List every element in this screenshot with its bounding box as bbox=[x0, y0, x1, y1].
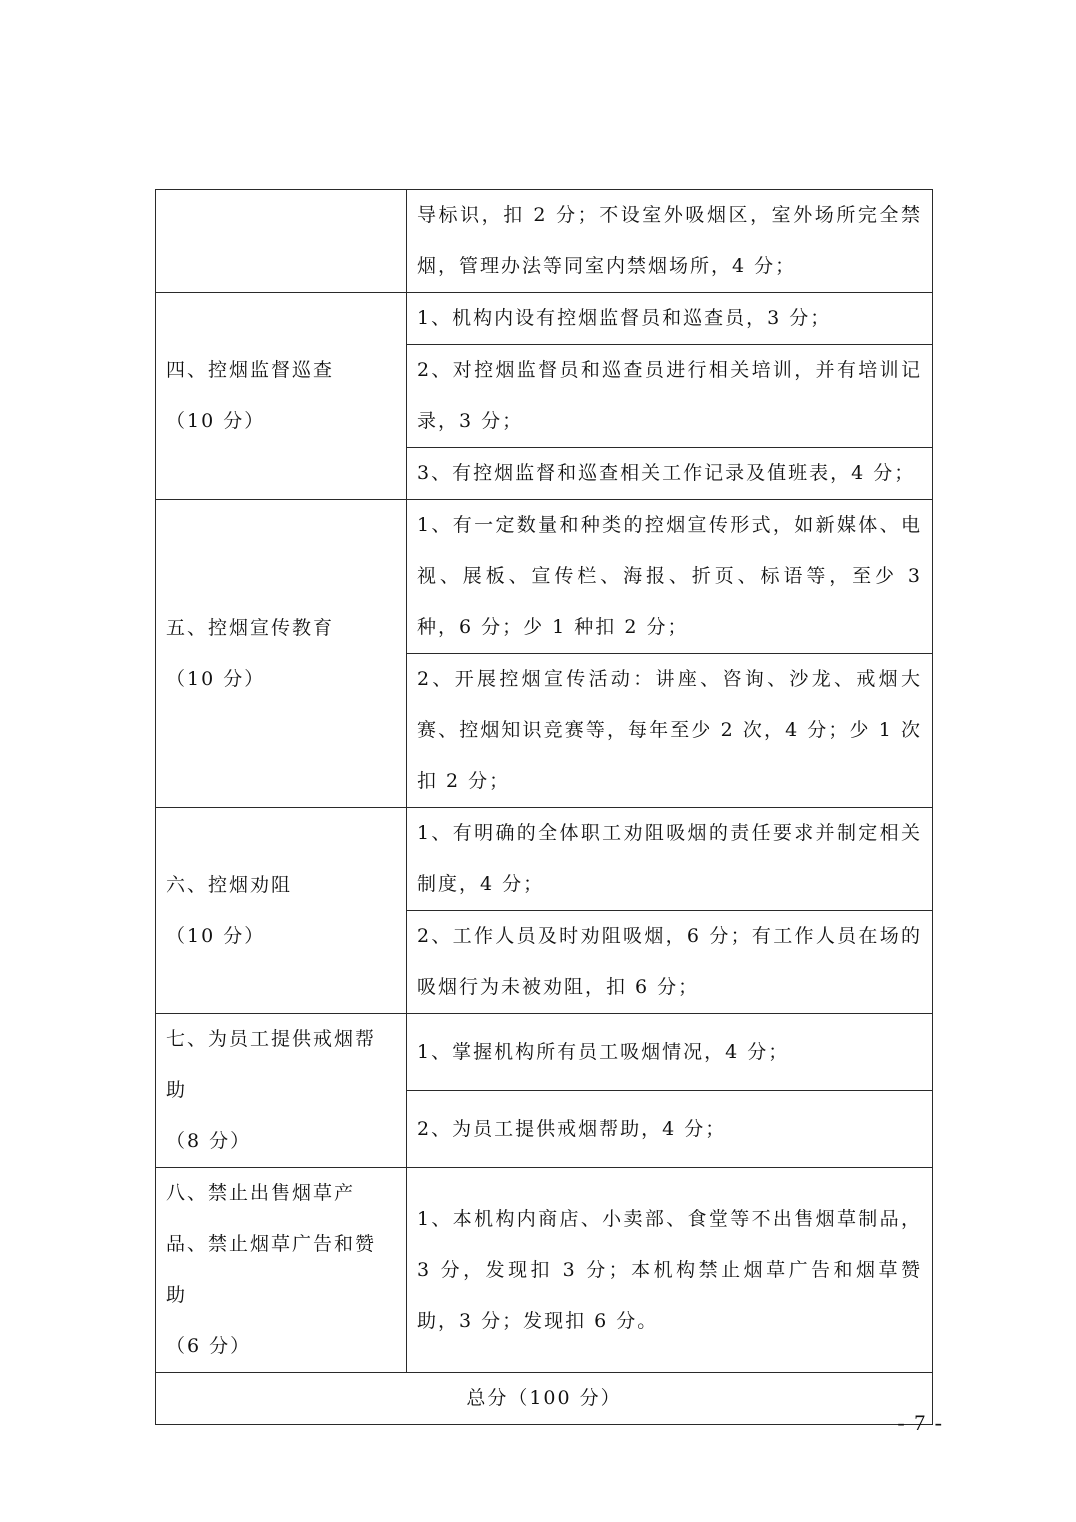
category-title: 五、控烟宣传教育 bbox=[166, 616, 335, 639]
category-cell bbox=[156, 808, 407, 1014]
criteria-cell: 3、有控烟监督和巡查相关工作记录及值班表，4 分； bbox=[407, 448, 933, 500]
criteria-cell: 1、机构内设有控烟监督员和巡查员，3 分； bbox=[407, 293, 933, 345]
category-title: 七、为员工提供戒烟帮助 bbox=[166, 1028, 377, 1101]
table-row bbox=[156, 808, 933, 911]
category-cell bbox=[156, 1168, 407, 1373]
category-cell bbox=[156, 293, 407, 500]
scoring-table bbox=[155, 189, 933, 1425]
criteria-cell: 导标识，扣 2 分；不设室外吸烟区，室外场所完全禁烟，管理办法等同室内禁烟场所，4 分； bbox=[407, 190, 933, 293]
category-title: 八、禁止出售烟草产品、禁止烟草广告和赞助 bbox=[166, 1182, 377, 1306]
category-cell bbox=[156, 190, 407, 293]
category-score: （10 分） bbox=[166, 410, 266, 432]
table-row bbox=[156, 293, 933, 345]
table-row-total bbox=[156, 1373, 933, 1425]
table-row bbox=[156, 1014, 933, 1091]
table-row bbox=[156, 190, 933, 293]
category-score: （6 分） bbox=[166, 1335, 252, 1357]
category-title: 六、控烟劝阻 bbox=[166, 873, 293, 896]
total-score-cell: 总分（100 分） bbox=[156, 1373, 933, 1425]
criteria-cell: 1、有一定数量和种类的控烟宣传形式，如新媒体、电视、展板、宣传栏、海报、折页、标语等，至少 3 种，6 分；少 1 种扣 2 分； bbox=[407, 500, 933, 654]
criteria-cell: 2、工作人员及时劝阻吸烟，6 分；有工作人员在场的吸烟行为未被劝阻，扣 6 分； bbox=[407, 911, 933, 1014]
category-score: （10 分） bbox=[166, 667, 266, 690]
table-row bbox=[156, 1168, 933, 1373]
criteria-cell: 2、为员工提供戒烟帮助，4 分； bbox=[407, 1091, 933, 1168]
criteria-cell: 2、开展控烟宣传活动：讲座、咨询、沙龙、戒烟大赛、控烟知识竞赛等，每年至少 2 次，4 分；少 1 次扣 2 分； bbox=[407, 654, 933, 808]
category-cell bbox=[156, 500, 407, 808]
category-cell bbox=[156, 1014, 407, 1168]
category-title: 四、控烟监督巡查 bbox=[166, 359, 335, 381]
category-score: （8 分） bbox=[166, 1130, 252, 1152]
criteria-cell: 1、本机构内商店、小卖部、食堂等不出售烟草制品，3 分，发现扣 3 分；本机构禁止烟草广告和烟草赞助，3 分；发现扣 6 分。 bbox=[407, 1168, 933, 1373]
category-score: （10 分） bbox=[166, 924, 266, 947]
page-number: - 7 - bbox=[897, 1410, 944, 1435]
criteria-cell: 1、掌握机构所有员工吸烟情况，4 分； bbox=[407, 1014, 933, 1091]
criteria-cell: 2、对控烟监督员和巡查员进行相关培训，并有培训记录，3 分； bbox=[407, 345, 933, 448]
table-row bbox=[156, 500, 933, 654]
criteria-cell: 1、有明确的全体职工劝阻吸烟的责任要求并制定相关制度，4 分； bbox=[407, 808, 933, 911]
